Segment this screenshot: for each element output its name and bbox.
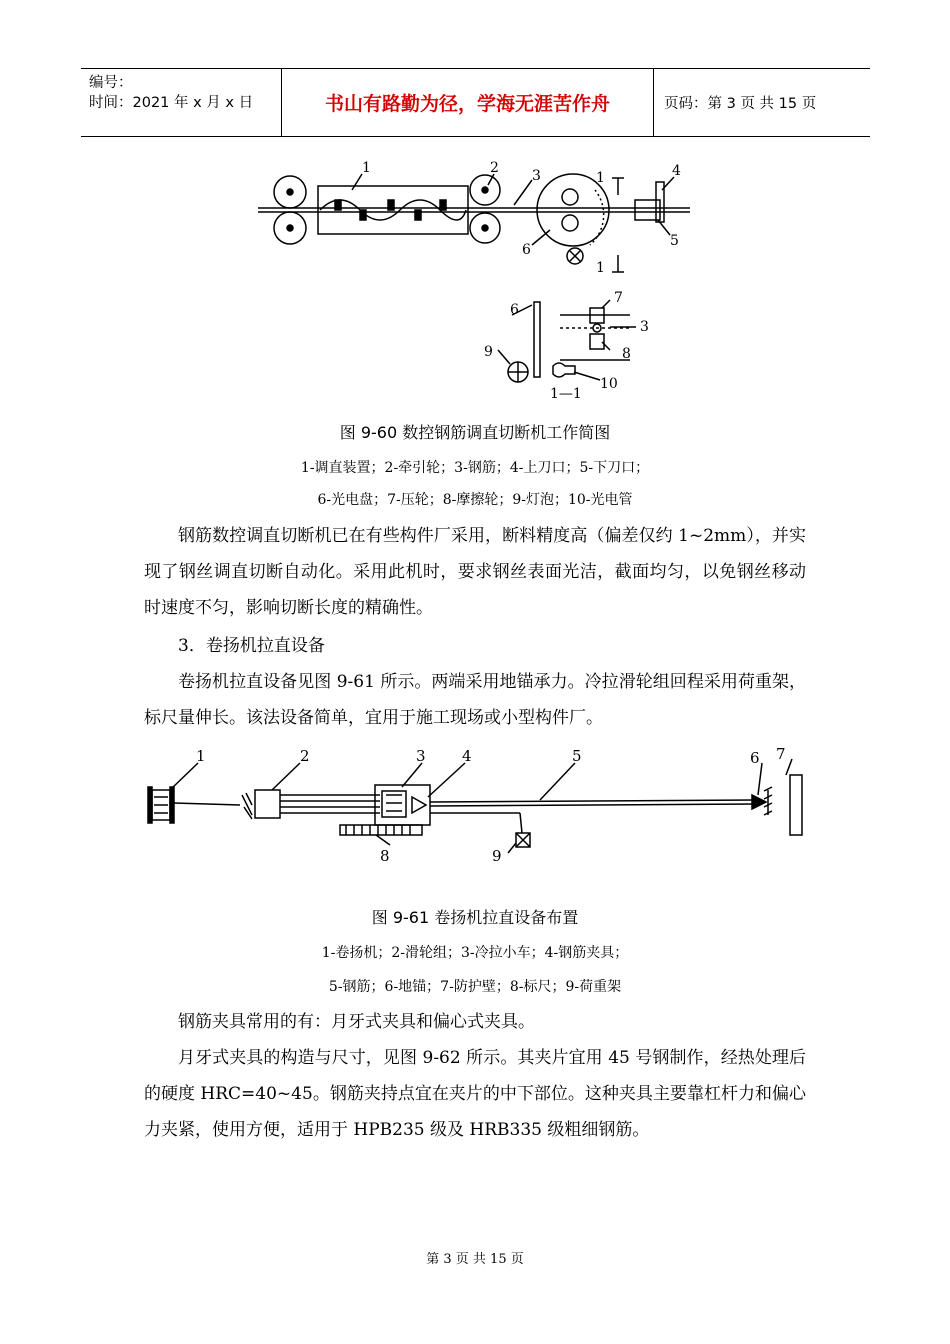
fig1-label-7: 7 xyxy=(614,290,623,306)
fig1-label-1: 1 xyxy=(362,160,371,176)
section-heading: 3．卷扬机拉直设备 xyxy=(178,636,325,656)
figure-9-61-legend-line-1: 1-卷扬机；2-滑轮组；3-冷拉小车；4-钢筋夹具； xyxy=(321,945,629,961)
fig1-label-10: 10 xyxy=(600,376,618,392)
header-meta xyxy=(81,69,282,136)
fig2-label-1: 1 xyxy=(196,747,206,765)
fig1-label-3b: 3 xyxy=(640,319,649,335)
page-footer: 第 3 页 共 15 页 xyxy=(426,1252,524,1267)
fig1-label-9: 9 xyxy=(484,344,493,360)
paragraph-4: 月牙式夹具的构造与尺寸，见图 9-62 所示。其夹片宜用 45 号钢制作，经热处理后的硬度 HRC=40~45。钢筋夹持点宜在夹片的中下部位。这种夹具主要靠杠杆力和偏心力夹紧，使用方便，适用于 HPB235 级及 HRB335 级粗细钢筋。 xyxy=(144,1048,806,1140)
figure-9-60-diagram xyxy=(250,150,700,400)
time-label: 时间：2021 年 x 月 x 日 xyxy=(89,95,254,111)
header-motto: 书山有路勤为径，学海无涯苦作舟 xyxy=(282,69,654,136)
fig1-section-mark-bottom: 1 xyxy=(596,260,605,276)
figure-9-60-legend-line-1: 1-调直装置；2-牵引轮；3-钢筋；4-上刀口；5-下刀口； xyxy=(300,460,650,476)
fig2-label-7: 7 xyxy=(776,745,786,763)
figure-9-61-caption: 图 9-61 卷扬机拉直设备布置 xyxy=(371,908,579,927)
document-header xyxy=(81,68,870,137)
paragraph-2: 卷扬机拉直设备见图 9-61 所示。两端采用地锚承力。冷拉滑轮组回程采用荷重架，标尺量伸长。该法设备简单，宜用于施工现场或小型构件厂。 xyxy=(144,672,806,728)
fig2-label-4: 4 xyxy=(462,747,472,765)
fig1-label-6: 6 xyxy=(522,242,531,258)
fig2-label-8: 8 xyxy=(380,847,390,865)
fig1-section-label: 1—1 xyxy=(550,386,582,400)
fig1-section-mark-top: 1 xyxy=(596,170,605,186)
figure-9-61-legend-line-2: 5-钢筋；6-地锚；7-防护壁；8-标尺；9-荷重架 xyxy=(328,979,622,995)
fig1-label-8: 8 xyxy=(622,346,631,362)
figure-9-60-caption: 图 9-60 数控钢筋调直切断机工作简图 xyxy=(339,423,611,442)
fig1-label-4: 4 xyxy=(672,163,681,179)
paragraph-3: 钢筋夹具常用的有：月牙式夹具和偏心式夹具。 xyxy=(178,1012,535,1032)
fig1-label-5: 5 xyxy=(670,233,679,249)
paragraph-1: 钢筋数控调直切断机已在有些构件厂采用，断料精度高（偏差仅约 1~2mm），并实现了钢丝调直切断自动化。采用此机时，要求钢丝表面光洁，截面均匀，以免钢丝移动时速度不匀，影响切断长度的精确性。 xyxy=(144,526,806,618)
header-page-info: 页码：第 3 页 共 15 页 xyxy=(664,96,817,112)
fig2-label-6: 6 xyxy=(750,749,760,767)
fig1-label-6b: 6 xyxy=(510,302,519,318)
fig2-label-5: 5 xyxy=(572,747,582,765)
fig2-label-9: 9 xyxy=(492,847,502,865)
figure-9-60-legend-line-2: 6-光电盘；7-压轮；8-摩擦轮；9-灯泡；10-光电管 xyxy=(317,492,633,508)
number-label: 编号： xyxy=(89,75,133,91)
fig2-label-2: 2 xyxy=(300,747,310,765)
figure-9-61-diagram xyxy=(140,745,820,875)
fig2-label-3: 3 xyxy=(416,747,426,765)
fig1-label-3: 3 xyxy=(532,168,541,184)
fig1-label-2: 2 xyxy=(490,160,499,176)
